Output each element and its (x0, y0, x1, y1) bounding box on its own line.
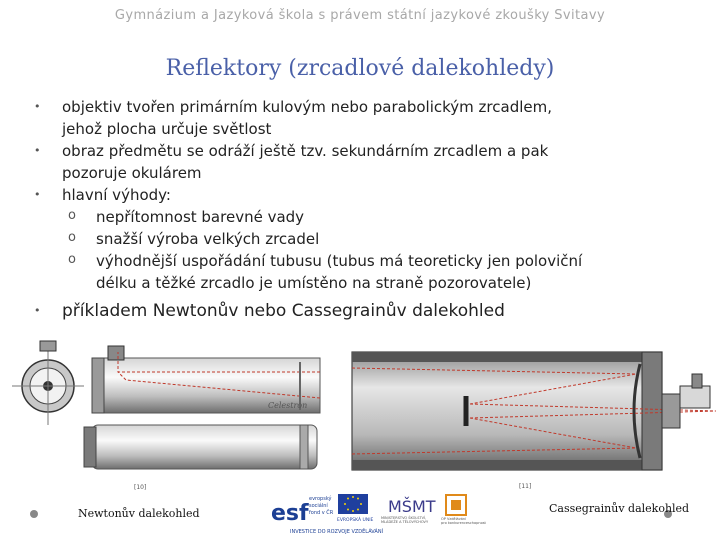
list-item: pozoruje okulárem (62, 164, 202, 182)
cassegrain-caption: Cassegrainův dalekohled (549, 502, 690, 515)
svg-text:pro konkurenceschopnost: pro konkurenceschopnost (441, 521, 486, 525)
slide-title: Reflektory (zrcadlové dalekohledy) (165, 56, 555, 81)
newton-tube-closed (92, 425, 317, 469)
newton-caption: Newtonův dalekohled (78, 507, 200, 520)
svg-text:fond v ČR: fond v ČR (309, 510, 334, 516)
svg-text:OP Vzdělávání: OP Vzdělávání (441, 517, 467, 521)
header: Gymnázium a Jazyková škola s právem státní jazykové zkoušky Svitavy (114, 8, 606, 23)
newton-ref: [10] (134, 484, 147, 491)
cassegrain-tube (352, 352, 662, 470)
list-item: • obraz předmětu se odráží ještě tzv. sekundárním zrcadlem a pak (34, 142, 549, 160)
newton-telescope-image (12, 341, 320, 469)
svg-text:Celestron: Celestron (268, 401, 308, 410)
list-item: jehož plocha určuje světlost (62, 120, 272, 138)
list-item: • příkladem Newtonův nebo Cassegrainův dalekohled (34, 301, 505, 321)
svg-text:EVROPSKÁ UNIE: EVROPSKÁ UNIE (337, 518, 374, 523)
svg-text:sociální: sociální (309, 503, 328, 509)
svg-text:MŠMT: MŠMT (388, 497, 436, 516)
svg-text:MLÁDEŽE A TĚLOVÝCHOVY: MLÁDEŽE A TĚLOVÝCHOVY (381, 520, 429, 524)
footer-logos (270, 492, 487, 536)
msmt-logo (381, 497, 436, 524)
sub-list-item: o snažší výroba velkých zrcadel (68, 230, 320, 248)
sub-list-item: o výhodnější uspořádání tubusu (tubus má teoreticky jen poloviční (68, 252, 583, 270)
svg-text:evropský: evropský (309, 496, 332, 502)
decor-dot (30, 510, 38, 518)
esf-logo: esf (271, 501, 309, 526)
sub-list-item: o nepřítomnost barevné vady (68, 208, 305, 226)
list-item: • hlavní výhody: (34, 186, 171, 204)
footer-banner: INVESTICE DO ROZVOJE VZDĚLÁVÁNÍ (290, 529, 384, 535)
op-vk-logo (441, 495, 487, 525)
eyepiece (108, 346, 124, 360)
sub-list-item: délku a těžké zrcadlo je umístěno na straně pozorovatele) (96, 274, 532, 292)
list-item: • objektiv tvořen primárním kulovým nebo parabolickým zrcadlem, (34, 98, 552, 116)
cassegrain-telescope-image (352, 352, 716, 470)
svg-text:MINISTERSTVO ŠKOLSTVÍ,: MINISTERSTVO ŠKOLSTVÍ, (381, 516, 427, 520)
eyepiece (680, 386, 710, 408)
cassegrain-ref: [11] (519, 483, 532, 490)
